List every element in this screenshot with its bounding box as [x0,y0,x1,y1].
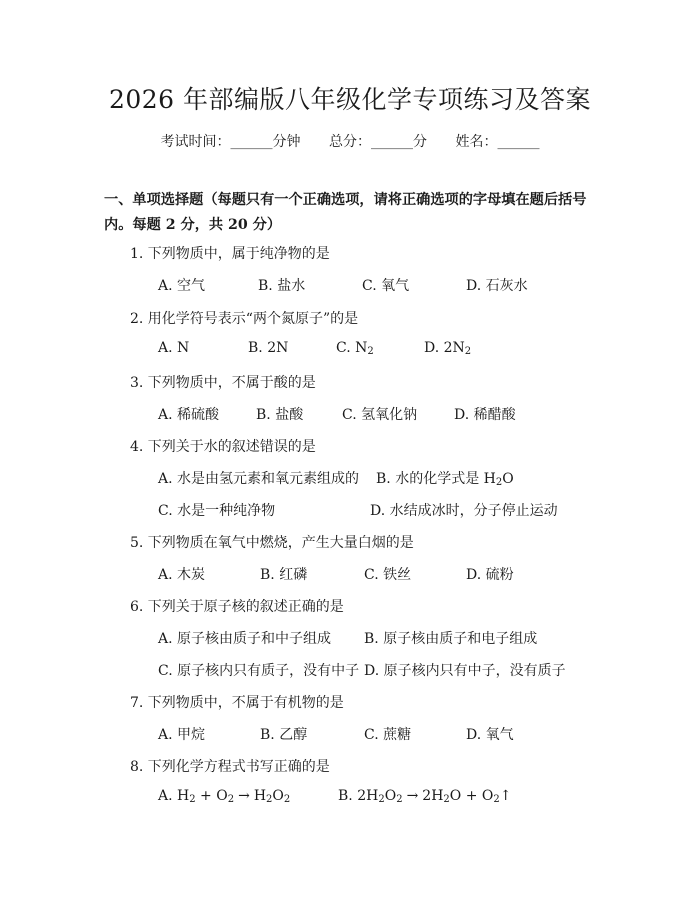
q5-option-a: A. 木炭 [158,567,206,583]
q5-option-b: B. 红磷 [260,567,308,583]
q1-option-c: C. 氧气 [362,278,410,294]
section-heading: 一、单项选择题（每题只有一个正确选项，请将正确选项的字母填在题后括号内。每题 2 分，共 20 分） [104,192,587,233]
q8-option-b: B. $2H_2O_2 \to 2H_2O$ + $O_2↑$ [338,788,512,805]
q5-option-c: C. 铁丝 [364,567,412,583]
question-2-options [158,340,618,360]
q6-option-d: D. 原子核内只有中子，没有质子 [364,663,566,679]
question-8-options [158,788,618,808]
gas-up-arrow-icon: ↑ [499,788,512,804]
q7-option-a: A. 甲烷 [158,727,206,743]
reaction-arrow-icon: → [238,788,250,804]
q6-option-a: A. 原子核由质子和中子组成 [158,631,332,647]
q2-option-b: B. 2N [248,340,289,356]
q5-option-d: D. 硫粉 [466,567,514,583]
question-5-options [158,564,618,584]
student-name-field: 姓名：______ [455,134,540,150]
question-7-options [158,724,618,744]
q3-option-b: B. 盐酸 [256,407,304,423]
question-6-options-row1 [158,628,618,648]
exam-score-field: 总分：______分 [329,134,427,150]
exam-meta [0,131,700,151]
q6-option-c: C. 原子核内只有质子，没有中子 [158,663,360,679]
q4-option-a: A. 水是由氢元素和氧元素组成的 [158,471,360,487]
q3-option-d: D. 稀醋酸 [454,407,516,423]
q4-option-d: D. 水结成冰时，分子停止运动 [370,503,558,519]
q4-option-b: B. 水的化学式是 $H_2O$ [376,471,514,488]
exam-time-field: 考试时间：______分钟 [160,134,301,150]
question-4-stem: 4. 下列关于水的叙述错误的是 [130,439,316,455]
question-1-options [158,275,618,295]
question-4-options-row1 [158,468,618,488]
page-title: 2026 年部编版八年级化学专项练习及答案 [108,85,592,114]
question-8-stem: 8. 下列化学方程式书写正确的是 [130,759,330,775]
q4-option-c: C. 水是一种纯净物 [158,503,276,519]
q7-option-c: C. 蔗糖 [364,727,412,743]
q7-option-b: B. 乙醇 [260,727,308,743]
question-5-stem: 5. 下列物质在氧气中燃烧，产生大量白烟的是 [130,535,414,551]
q2-option-c: C. $N_2$ [336,340,374,357]
q1-option-a: A. 空气 [158,278,206,294]
question-6-options-row2 [158,660,618,680]
question-7-stem: 7. 下列物质中，不属于有机物的是 [130,695,344,711]
q2-option-a: A. N [158,340,190,356]
q2-option-d: D. $2N_2$ [424,340,472,357]
q1-option-b: B. 盐水 [258,278,306,294]
q3-option-c: C. 氢氧化钠 [342,407,418,423]
question-6-stem: 6. 下列关于原子核的叙述正确的是 [130,599,344,615]
question-2-stem: 2. 用化学符号表示“两个氮原子”的是 [130,311,359,327]
q1-option-d: D. 石灰水 [466,278,528,294]
q3-option-a: A. 稀硫酸 [158,407,220,423]
q6-option-b: B. 原子核由质子和电子组成 [364,631,538,647]
question-4-options-row2 [158,500,618,520]
question-3-options [158,404,618,424]
question-3-stem: 3. 下列物质中，不属于酸的是 [130,375,316,391]
q8-option-a: A. $H_2 + O_2 \to H_2O_2$ [158,788,291,805]
reaction-arrow-icon: → [406,788,419,804]
q7-option-d: D. 氧气 [466,727,514,743]
question-1-stem: 1. 下列物质中，属于纯净物的是 [130,246,330,262]
